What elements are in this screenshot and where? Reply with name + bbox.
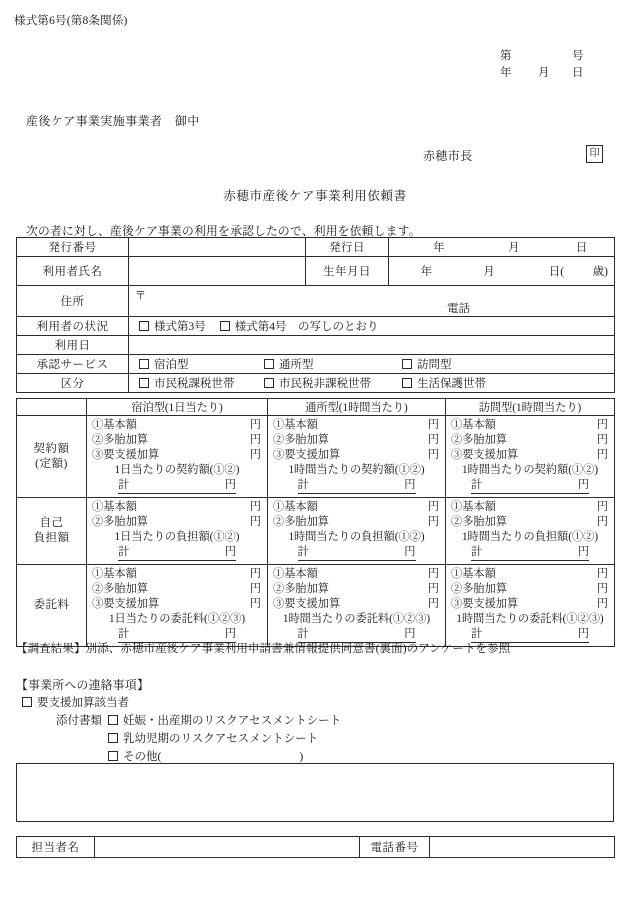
document-date-day: 日 bbox=[572, 67, 584, 79]
fee-cell-contract-stay[interactable] bbox=[87, 416, 268, 498]
checkbox-label: 通所型 bbox=[279, 359, 314, 371]
category-field[interactable] bbox=[129, 374, 615, 393]
checkbox-option-form4[interactable] bbox=[220, 318, 379, 334]
checkbox-label: その他( ) bbox=[123, 751, 304, 763]
contact-phone-field[interactable] bbox=[430, 837, 615, 858]
fee-subtotal-label: 1時間当たりの契約額(①②) bbox=[288, 464, 425, 476]
person-name-label: 担当者名 bbox=[17, 837, 95, 858]
checkbox-label: 生活保護世帯 bbox=[417, 378, 486, 390]
fee-item bbox=[87, 433, 267, 448]
table-row bbox=[17, 565, 615, 647]
address-label: 住所 bbox=[17, 286, 129, 317]
issuer-name: 赤穂市長 bbox=[423, 149, 473, 163]
contact-section-heading: 【事業所への連絡事項】 bbox=[16, 678, 150, 692]
applicant-info-table bbox=[16, 237, 615, 393]
page-title: 赤穂市産後ケア事業利用依頼書 bbox=[223, 189, 407, 203]
fee-item-label: ③要支援加算 bbox=[273, 598, 341, 610]
fee-item-unit: 円 bbox=[249, 516, 261, 528]
issue-date-label: 発行日 bbox=[306, 238, 389, 257]
checkbox-icon[interactable] bbox=[139, 359, 149, 369]
birth-day: 日( bbox=[548, 266, 565, 278]
checkbox-icon[interactable] bbox=[264, 378, 274, 388]
fee-subtotal-label: 1時間当たりの委託料(①②③) bbox=[456, 613, 604, 625]
contact-person-table bbox=[16, 836, 615, 858]
issue-date-day: 日 bbox=[575, 242, 588, 254]
fee-item-unit: 円 bbox=[596, 516, 608, 528]
fee-item-label: ②多胎加算 bbox=[273, 434, 329, 446]
fee-total-row bbox=[446, 478, 614, 494]
checkbox-option-form3[interactable] bbox=[139, 318, 206, 334]
fee-item bbox=[446, 418, 614, 433]
fee-subtotal-label: 1時間当たりの契約額(①②) bbox=[461, 464, 599, 476]
fee-cell-commission-stay[interactable] bbox=[87, 565, 268, 647]
table-row bbox=[17, 416, 615, 498]
survey-result-note: 【調査結果】別添、赤穂市産後ケア事業利用申請書兼情報提供同意書(裏面)のアンケートを参照 bbox=[16, 643, 511, 655]
fee-item-unit: 円 bbox=[249, 501, 261, 513]
fee-total-row bbox=[268, 545, 445, 561]
document-date-year: 年 bbox=[500, 67, 512, 79]
fee-item-unit: 円 bbox=[249, 449, 261, 461]
fee-header-visit: 訪問型(1時間当たり) bbox=[446, 399, 615, 416]
fee-total-unit: 円 bbox=[404, 546, 416, 558]
fee-item-label: ①基本額 bbox=[92, 419, 137, 431]
fee-item bbox=[446, 582, 614, 597]
fee-subtotal-label: 1日当たりの負担額(①②) bbox=[114, 531, 240, 543]
fee-item-unit: 円 bbox=[596, 598, 608, 610]
table-row bbox=[17, 837, 615, 858]
checkbox-icon[interactable] bbox=[22, 697, 32, 707]
fee-total-label: 計 bbox=[471, 479, 483, 491]
table-row bbox=[17, 374, 615, 393]
fee-total-row bbox=[87, 478, 267, 494]
birth-age: 歳) bbox=[592, 266, 608, 278]
fee-item-label: ③要支援加算 bbox=[451, 449, 519, 461]
attachment-label: 添付書類 bbox=[56, 715, 102, 727]
fee-row-label-line1: 委託料 bbox=[33, 599, 70, 611]
fee-total-row bbox=[268, 478, 445, 494]
checkbox-option-stay[interactable] bbox=[139, 356, 264, 372]
birth-month: 月 bbox=[483, 266, 495, 278]
document-number-label: 第 bbox=[500, 50, 512, 62]
category-label: 区分 bbox=[17, 374, 129, 393]
fee-item-label: ①基本額 bbox=[451, 501, 496, 513]
checkbox-option-welfare[interactable] bbox=[402, 375, 486, 391]
fee-item bbox=[87, 500, 267, 515]
table-row bbox=[17, 286, 615, 317]
fee-row-label-line2: (定額) bbox=[35, 457, 68, 470]
issue-number-field[interactable] bbox=[129, 238, 306, 257]
checkbox-icon[interactable] bbox=[402, 359, 412, 369]
postal-code-icon: 〒 bbox=[135, 290, 146, 302]
fee-item bbox=[446, 500, 614, 515]
birth-date-field[interactable] bbox=[389, 257, 615, 286]
fee-item-unit: 円 bbox=[596, 501, 608, 513]
use-date-field[interactable] bbox=[129, 336, 615, 355]
fee-item bbox=[268, 515, 445, 530]
fee-subtotal-label: 1日当たりの契約額(①②) bbox=[114, 464, 240, 476]
fee-total-unit: 円 bbox=[224, 546, 236, 558]
checkbox-label: 訪問型 bbox=[417, 359, 452, 371]
fee-total-unit: 円 bbox=[404, 479, 416, 491]
checkbox-label: 要支援加算該当者 bbox=[37, 697, 129, 709]
fee-total-label: 計 bbox=[471, 546, 483, 558]
checkbox-icon[interactable] bbox=[402, 378, 412, 388]
addressee: 産後ケア事業実施事業者 御中 bbox=[26, 114, 200, 128]
fee-total-label: 計 bbox=[297, 546, 309, 558]
fee-item-label: ②多胎加算 bbox=[92, 516, 148, 528]
fee-item-unit: 円 bbox=[249, 419, 261, 431]
fee-total-row bbox=[87, 545, 267, 561]
table-row bbox=[17, 257, 615, 286]
fee-item-unit: 円 bbox=[427, 598, 439, 610]
seal-stamp-box: 印 bbox=[586, 145, 603, 163]
fee-item bbox=[446, 597, 614, 612]
user-status-label: 利用者の状況 bbox=[17, 317, 129, 336]
user-status-field[interactable] bbox=[129, 317, 615, 336]
fee-item bbox=[268, 582, 445, 597]
fee-item-unit: 円 bbox=[596, 419, 608, 431]
fee-item-label: ①基本額 bbox=[273, 419, 318, 431]
fee-item bbox=[446, 515, 614, 530]
fee-total-label: 計 bbox=[471, 628, 483, 640]
fee-item-label: ③要支援加算 bbox=[273, 449, 341, 461]
fee-total-label: 計 bbox=[297, 628, 309, 640]
fee-item-unit: 円 bbox=[427, 568, 439, 580]
checkbox-option-nontaxed[interactable] bbox=[264, 375, 402, 391]
checkbox-icon[interactable] bbox=[139, 378, 149, 388]
fee-total-unit: 円 bbox=[577, 546, 589, 558]
checkbox-icon[interactable] bbox=[264, 359, 274, 369]
fee-item-unit: 円 bbox=[427, 501, 439, 513]
fee-item bbox=[87, 582, 267, 597]
fee-row-label-commission bbox=[17, 565, 87, 647]
fee-item-label: ②多胎加算 bbox=[273, 516, 329, 528]
fee-total-unit: 円 bbox=[577, 479, 589, 491]
fee-row-label-line2: 負担額 bbox=[33, 532, 70, 544]
fee-item-unit: 円 bbox=[596, 434, 608, 446]
fee-item bbox=[268, 567, 445, 582]
fee-item-label: ②多胎加算 bbox=[451, 583, 507, 595]
fee-item-label: ③要支援加算 bbox=[92, 598, 160, 610]
contact-phone-label: 電話番号 bbox=[360, 837, 430, 858]
user-name-field[interactable] bbox=[129, 257, 306, 286]
fee-item-unit: 円 bbox=[249, 434, 261, 446]
fee-row-label-line1: 自己 bbox=[39, 517, 64, 529]
document-number-block bbox=[500, 48, 610, 82]
fee-item bbox=[87, 418, 267, 433]
fee-total-unit: 円 bbox=[404, 628, 416, 640]
fee-header-daycare: 通所型(1時間当たり) bbox=[268, 399, 446, 416]
fee-cell-selfpay-stay[interactable] bbox=[87, 498, 268, 565]
fee-cell-contract-visit[interactable] bbox=[446, 416, 615, 498]
fee-item-unit: 円 bbox=[249, 598, 261, 610]
fee-row-label-line1: 契約額 bbox=[33, 442, 70, 455]
table-row bbox=[17, 498, 615, 565]
fee-cell-commission-daycare[interactable] bbox=[268, 565, 446, 647]
fee-item bbox=[268, 500, 445, 515]
fee-item-label: ②多胎加算 bbox=[451, 434, 507, 446]
fee-subtotal-label: 1時間当たりの負担額(①②) bbox=[288, 531, 425, 543]
fee-subtotal-label: 1時間当たりの負担額(①②) bbox=[461, 531, 599, 543]
fee-total-unit: 円 bbox=[577, 628, 589, 640]
fee-item bbox=[87, 597, 267, 612]
fee-item-unit: 円 bbox=[249, 583, 261, 595]
fee-item bbox=[268, 448, 445, 463]
fee-item-label: ③要支援加算 bbox=[92, 449, 160, 461]
checkbox-label: 市民税課税世帯 bbox=[154, 378, 235, 390]
fee-total-label: 計 bbox=[297, 479, 309, 491]
checkbox-label: 妊娠・出産期のリスクアセスメントシート bbox=[123, 715, 342, 727]
checkbox-option-other[interactable] bbox=[108, 748, 303, 764]
fee-total-row bbox=[446, 545, 614, 561]
checkbox-option-taxed[interactable] bbox=[139, 375, 264, 391]
fee-subtotal-label: 1時間当たりの委託料(①②③) bbox=[282, 613, 431, 625]
fee-item bbox=[87, 567, 267, 582]
fee-cell-selfpay-visit[interactable] bbox=[446, 498, 615, 565]
fee-item-unit: 円 bbox=[596, 568, 608, 580]
fee-total-unit: 円 bbox=[224, 628, 236, 640]
fee-header-blank bbox=[17, 399, 87, 416]
fee-item bbox=[446, 567, 614, 582]
fee-item-unit: 円 bbox=[249, 568, 261, 580]
fee-cell-contract-daycare[interactable] bbox=[268, 416, 446, 498]
fee-cell-selfpay-daycare[interactable] bbox=[268, 498, 446, 565]
checkbox-label: 様式第3号 bbox=[154, 321, 206, 333]
fee-item-label: ①基本額 bbox=[273, 501, 318, 513]
document-number-row bbox=[500, 48, 610, 65]
fee-item-label: ②多胎加算 bbox=[451, 516, 507, 528]
checkbox-option-visit[interactable] bbox=[402, 356, 452, 372]
birth-year: 年 bbox=[420, 266, 433, 278]
fee-item bbox=[446, 433, 614, 448]
checkbox-label: 市民税非課税世帯 bbox=[279, 378, 371, 390]
fee-item-label: ①基本額 bbox=[451, 568, 496, 580]
checkbox-label: 宿泊型 bbox=[154, 359, 189, 371]
approved-service-field[interactable] bbox=[129, 355, 615, 374]
fee-cell-commission-visit[interactable] bbox=[446, 565, 615, 647]
fee-item-label: ②多胎加算 bbox=[92, 583, 148, 595]
issue-number-label: 発行番号 bbox=[17, 238, 129, 257]
person-name-field[interactable] bbox=[95, 837, 360, 858]
issue-date-month: 月 bbox=[508, 242, 520, 254]
fee-item-label: ①基本額 bbox=[273, 568, 318, 580]
fee-item bbox=[268, 433, 445, 448]
fee-item-label: ①基本額 bbox=[92, 501, 137, 513]
fee-item-label: ②多胎加算 bbox=[92, 434, 148, 446]
checkbox-option-pregnancy-sheet[interactable] bbox=[108, 712, 341, 728]
fee-row-label-contract bbox=[17, 416, 87, 498]
table-row bbox=[17, 317, 615, 336]
fee-total-label: 計 bbox=[118, 479, 130, 491]
table-row bbox=[17, 355, 615, 374]
fee-total-label: 計 bbox=[118, 628, 130, 640]
document-number-blank bbox=[538, 48, 572, 65]
fee-row-label-selfpay bbox=[17, 498, 87, 565]
fee-item-unit: 円 bbox=[427, 449, 439, 461]
checkbox-icon[interactable] bbox=[220, 321, 230, 331]
checkbox-label: 乳幼児期のリスクアセスメントシート bbox=[123, 733, 319, 745]
intro-statement: 次の者に対し、産後ケア事業の利用を承認したので、利用を依頼します。 bbox=[26, 224, 421, 238]
fee-table-header-row bbox=[17, 399, 615, 416]
use-date-label: 利用日 bbox=[17, 336, 129, 355]
free-note-box[interactable] bbox=[16, 763, 614, 822]
checkbox-icon[interactable] bbox=[108, 715, 118, 725]
fee-item-unit: 円 bbox=[596, 449, 608, 461]
fee-item bbox=[87, 448, 267, 463]
checkbox-label: 様式第4号 の写しのとおり bbox=[234, 321, 379, 333]
fee-item-label: ①基本額 bbox=[451, 419, 496, 431]
document-date-row bbox=[500, 65, 610, 82]
fee-item bbox=[268, 418, 445, 433]
issue-date-year: 年 bbox=[433, 242, 445, 254]
checkbox-option-daycare[interactable] bbox=[264, 356, 402, 372]
fee-item-unit: 円 bbox=[427, 583, 439, 595]
approved-service-label: 承認サービス bbox=[17, 355, 129, 374]
document-number-unit: 号 bbox=[572, 50, 584, 62]
checkbox-icon[interactable] bbox=[108, 751, 118, 761]
fee-item-unit: 円 bbox=[596, 583, 608, 595]
phone-label: 電話 bbox=[447, 303, 470, 315]
document-date-month: 月 bbox=[538, 67, 550, 79]
fee-item-unit: 円 bbox=[427, 434, 439, 446]
checkbox-icon[interactable] bbox=[139, 321, 149, 331]
fee-total-unit: 円 bbox=[224, 479, 236, 491]
fee-item bbox=[268, 597, 445, 612]
table-row bbox=[17, 238, 615, 257]
fee-item-label: ①基本額 bbox=[92, 568, 137, 580]
fee-subtotal-label: 1日当たりの委託料(①②③) bbox=[108, 613, 246, 625]
fee-item bbox=[446, 448, 614, 463]
fee-item-label: ③要支援加算 bbox=[451, 598, 519, 610]
address-field[interactable] bbox=[129, 286, 615, 317]
user-name-label: 利用者氏名 bbox=[17, 257, 129, 286]
fee-item-unit: 円 bbox=[427, 419, 439, 431]
checkbox-icon[interactable] bbox=[108, 733, 118, 743]
form-number: 様式第6号(第8条関係) bbox=[14, 15, 128, 27]
issue-date-field[interactable] bbox=[389, 238, 615, 257]
fee-item bbox=[87, 515, 267, 530]
birth-date-label: 生年月日 bbox=[306, 257, 389, 286]
fee-item-unit: 円 bbox=[427, 516, 439, 528]
fee-item-label: ②多胎加算 bbox=[273, 583, 329, 595]
fee-header-stay: 宿泊型(1日当たり) bbox=[87, 399, 268, 416]
checkbox-option-support-eligible[interactable] bbox=[22, 694, 129, 710]
fee-breakdown-table bbox=[16, 398, 615, 647]
fee-total-label: 計 bbox=[118, 546, 130, 558]
checkbox-option-infant-sheet[interactable] bbox=[108, 730, 318, 746]
table-row bbox=[17, 336, 615, 355]
